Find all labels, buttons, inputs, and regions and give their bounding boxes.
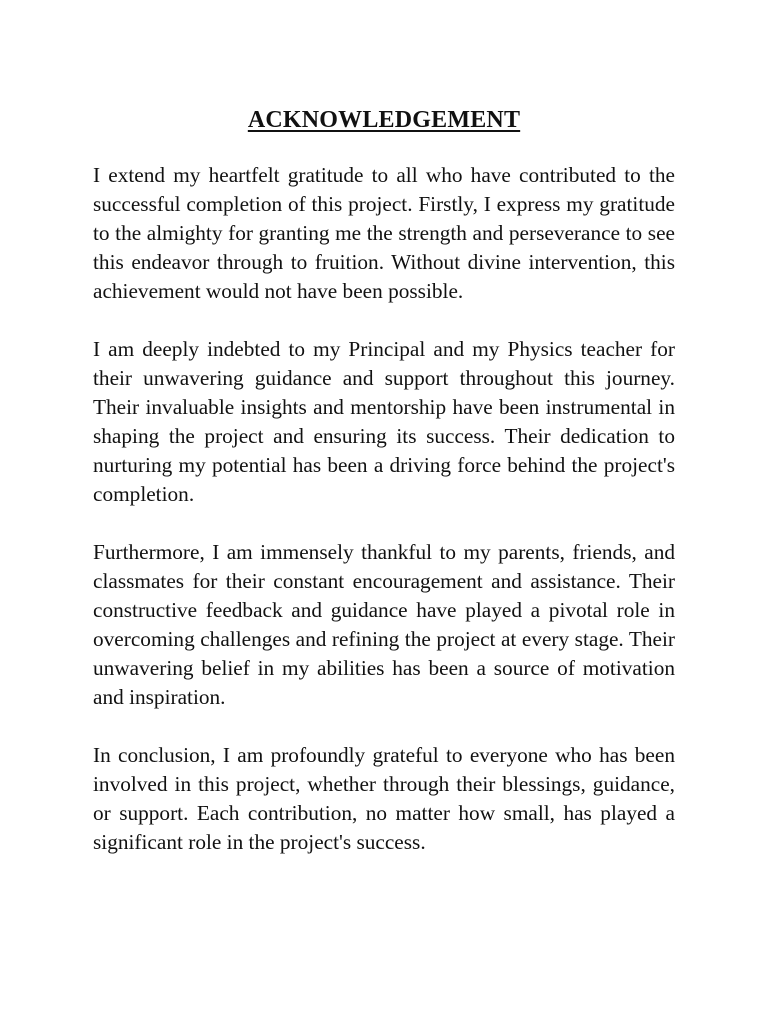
paragraph-gratitude-intro: I extend my heartfelt gratitude to all who have contributed to the successful completion of this project. Firstly, I express my gratitude to the almighty for granting me the strength and perseverance to see this endeavor through to fruition. Without divine intervention, this achievement would not have been possible. bbox=[93, 163, 675, 303]
document-body bbox=[93, 161, 675, 886]
page-title bbox=[0, 104, 768, 136]
page-title-text: ACKNOWLEDGEMENT bbox=[247, 107, 521, 133]
paragraph-family-friends: Furthermore, I am immensely thankful to my parents, friends, and classmates for their constant encouragement and assistance. Their constructive feedback and guidance have played a pivotal role in overcoming challenges and refining the project at every stage. Their unwavering belief in my abilities has been a source of motivation and inspiration. bbox=[93, 540, 675, 709]
paragraph-principal-teacher: I am deeply indebted to my Principal and my Physics teacher for their unwavering guidance and support throughout this journey. Their invaluable insights and mentorship have been instrumental in shaping the project and ensuring its success. Their dedication to nurturing my potential has been a driving force behind the project's completion. bbox=[93, 337, 675, 506]
paragraph-conclusion: In conclusion, I am profoundly grateful to everyone who has been involved in this project, whether through their blessings, guidance, or support. Each contribution, no matter how small, has played a significant role in the project's success. bbox=[93, 743, 675, 854]
